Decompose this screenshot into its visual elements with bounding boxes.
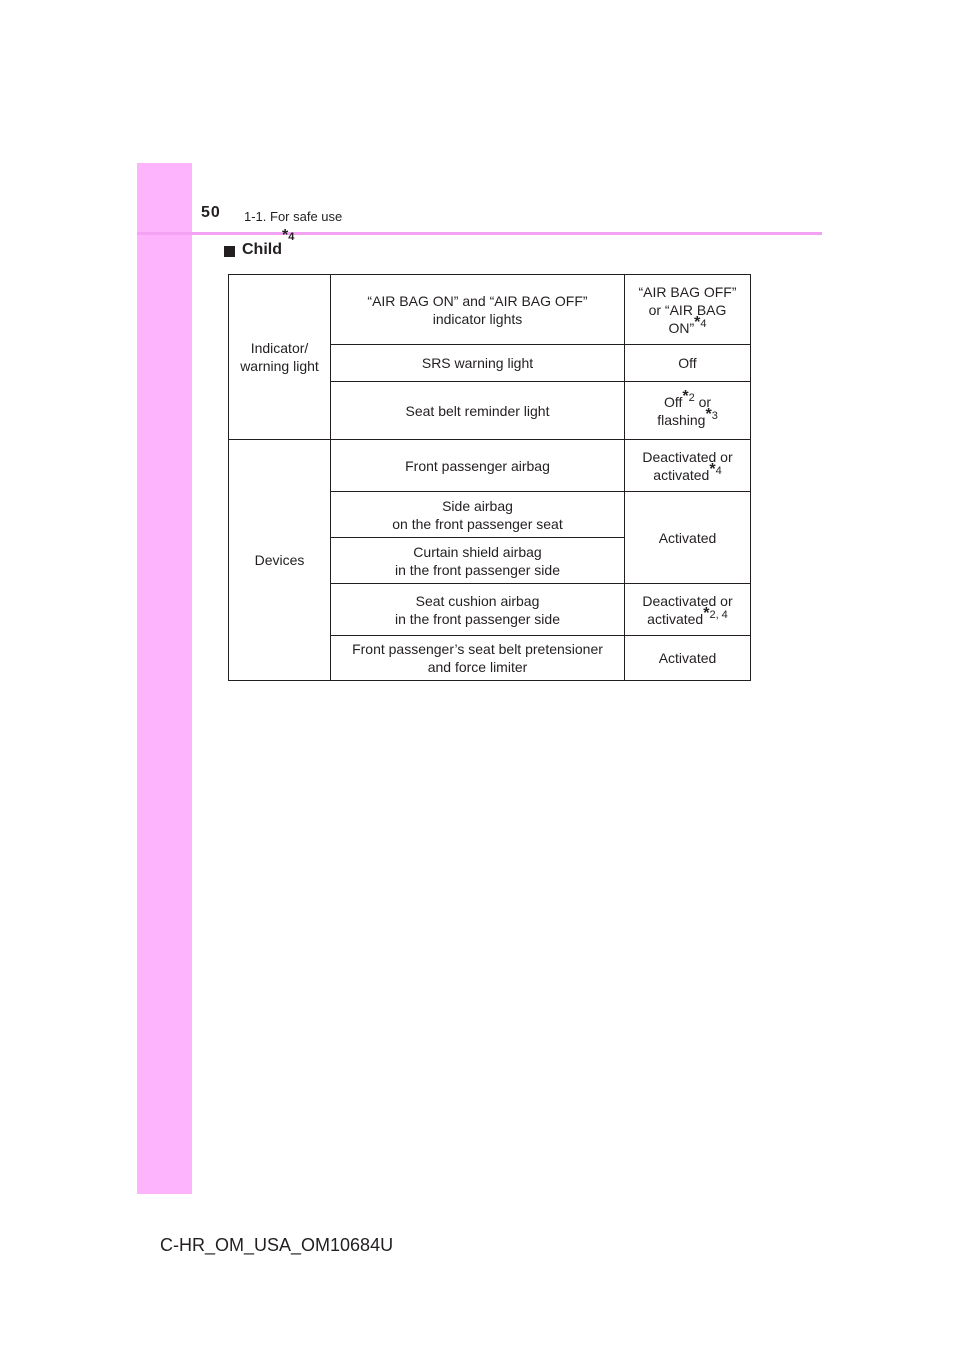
airbag-status-table [228, 274, 751, 681]
group-label-devices: Devices [229, 440, 331, 681]
header-rule [137, 227, 822, 244]
item-cell: SRS warning light [331, 345, 625, 382]
status-cell: Activated [625, 636, 751, 681]
item-cell: Front passenger’s seat belt pretensioner and force limiter [331, 636, 625, 681]
status-cell: Activated [625, 492, 751, 584]
side-color-band [137, 163, 192, 1194]
page-number: 50 [201, 204, 221, 221]
document-code: C-HR_OM_USA_OM10684U [160, 1235, 394, 1255]
square-bullet-icon [224, 246, 235, 257]
item-cell: “AIR BAG ON” and “AIR BAG OFF” indicator lights [331, 275, 625, 345]
table-row [229, 275, 751, 345]
item-cell: Front passenger airbag [331, 440, 625, 492]
item-cell: Seat belt reminder light [331, 382, 625, 440]
item-cell: Curtain shield airbag in the front passenger side [331, 538, 625, 584]
status-cell: Deactivated or activated$^{*4}$ [625, 440, 751, 492]
group-label-indicator: Indicator/ warning light [229, 275, 331, 440]
item-cell: Side airbag on the front passenger seat [331, 492, 625, 538]
section-title: 1-1. For safe use [244, 209, 343, 224]
heading-footnote: *4 [282, 227, 295, 244]
item-cell: Seat cushion airbag in the front passenger side [331, 584, 625, 636]
heading-text: Child [242, 241, 282, 258]
status-cell: Off [625, 345, 751, 382]
status-cell: Deactivated or activated$^{*2, 4}$ [625, 584, 751, 636]
status-cell: “AIR BAG OFF” or “AIR BAG ON”$^{*4}$ [625, 275, 751, 345]
table-row [229, 440, 751, 492]
status-cell: Off$^{*2}$ or flashing$^{*3}$ [625, 382, 751, 440]
section-heading [224, 227, 295, 259]
